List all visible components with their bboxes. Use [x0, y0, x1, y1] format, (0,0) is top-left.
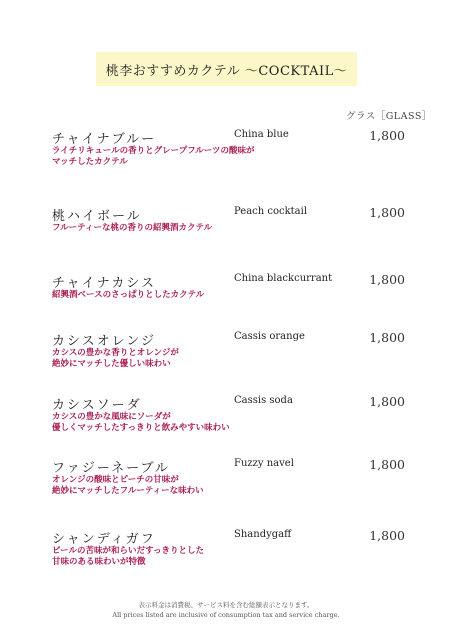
item-name-jp: カシスソーダ — [52, 398, 142, 413]
item-name-jp: チャイナブルー — [52, 132, 157, 147]
item-price: 1,800 — [369, 394, 405, 409]
item-name-en: Fuzzy navel — [234, 458, 294, 469]
item-price: 1,800 — [369, 205, 405, 220]
item-name-en: Cassis orange — [234, 331, 305, 342]
item-price: 1,800 — [369, 528, 405, 543]
glass-column-header: グラス［GLASS］ — [346, 111, 432, 122]
item-description: 紹興酒ベースのさっぱりとしたカクテル — [52, 290, 205, 300]
item-price: 1,800 — [369, 330, 405, 345]
price-notice-en: All prices listed are inclusive of consumption tax and service charge. — [112, 611, 340, 619]
item-price: 1,800 — [369, 128, 405, 143]
item-name-en: Peach cocktail — [234, 206, 308, 217]
item-price: 1,800 — [369, 272, 405, 287]
item-name-jp: シャンディガフ — [52, 532, 156, 547]
item-description: カシスの豊かな風味にソーダが 優しくマッチしたすっきりと飲みやすい味わい — [52, 412, 230, 433]
item-name-en: China blue — [234, 129, 289, 140]
item-name-jp: チャイナカシス — [52, 276, 156, 291]
item-name-en: China blackcurrant — [234, 273, 333, 284]
menu-title: 桃李おすすめカクテル 〜COCKTAIL〜 — [96, 52, 357, 86]
price-notice-jp: 表示料金は消費税、サービス料を含む総額表示となります。 — [138, 601, 314, 609]
item-description: ライチリキュールの香りとグレープフルーツの酸味が マッチしたカクテル — [52, 146, 255, 167]
price-notice — [0, 600, 452, 620]
item-description: カシスの豊かな香りとオレンジが 絶妙にマッチした優しい味わい — [52, 348, 179, 369]
item-name-jp: 桃ハイボール — [52, 209, 142, 224]
item-description: オレンジの酸味とピーチの甘味が 絶妙にマッチしたフルーティーな味わい — [52, 475, 204, 496]
item-price: 1,800 — [369, 457, 405, 472]
item-name-en: Shandygaff — [234, 529, 292, 540]
item-name-jp: カシスオレンジ — [52, 334, 156, 349]
item-description: フルーティーな桃の香りの紹興酒カクテル — [52, 223, 213, 233]
item-name-en: Cassis soda — [234, 395, 293, 406]
item-name-jp: ファジーネーブル — [52, 461, 170, 476]
item-description: ビールの苦味が和らいだすっきりとした 甘味のある味わいが特徴 — [52, 546, 204, 567]
